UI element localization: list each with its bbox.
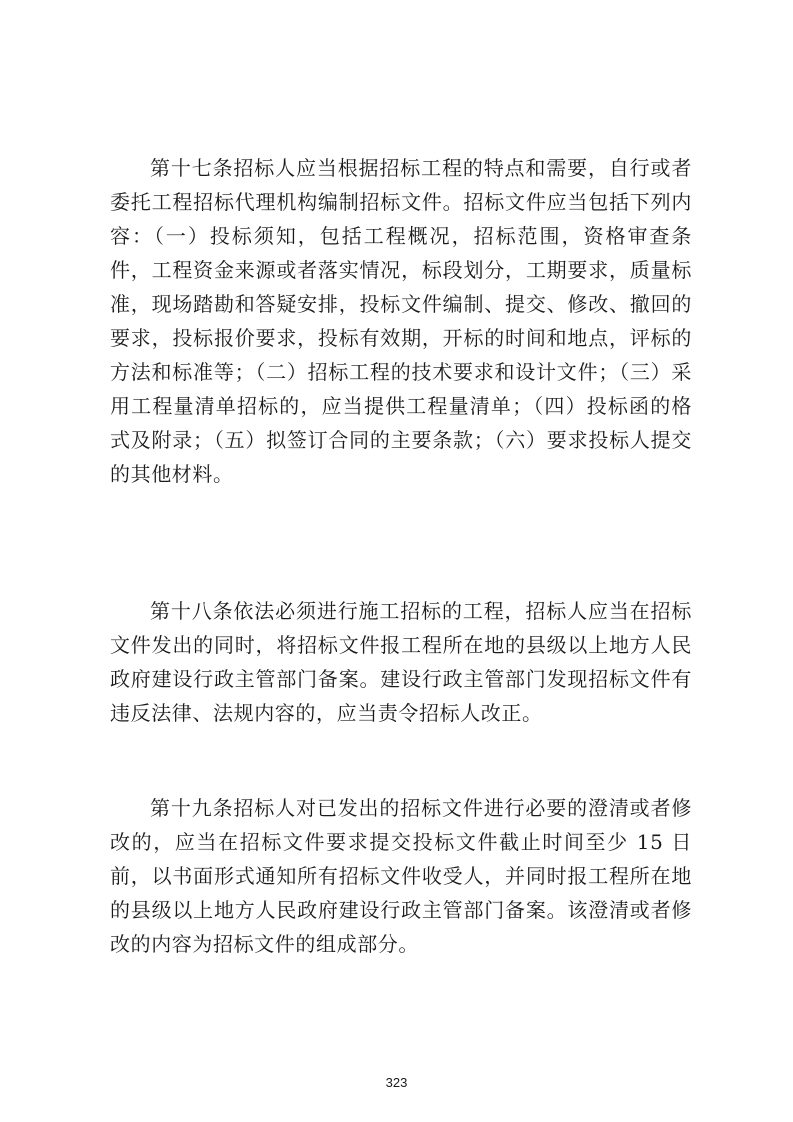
article-17-paragraph: 第十七条招标人应当根据招标工程的特点和需要，自行或者委托工程招标代理机构编制招标文件。招标文件应当包括下列内容：（一）投标须知，包括工程概况，招标范围，资格审查条件，工程资金来源或者落实情况，标段划分，工期要求，质量标准，现场踏勘和答疑安排，投标文件编制、提交、修改、撤回的要求，投标报价要求，投标有效期，开标的时间和地点，评标的方法和标准等；（二）招标工程的技术要求和设计文件；（三）采用工程量清单招标的，应当提供工程量清单；（四）投标函的格式及附录；（五）拟签订合同的主要条款；（六）要求投标人提交的其他材料。 bbox=[110, 156, 692, 486]
page-number: 323 bbox=[385, 1075, 408, 1090]
article-18-paragraph: 第十八条依法必须进行施工招标的工程，招标人应当在招标文件发出的同时，将招标文件报工程所在地的县级以上地方人民政府建设行政主管部门备案。建设行政主管部门发现招标文件有违反法律、法规内容的，应当责令招标人改正。 bbox=[110, 599, 692, 725]
article-19-paragraph: 第十九条招标人对已发出的招标文件进行必要的澄清或者修改的，应当在招标文件要求提交投标文件截止时间至少 15 日前，以书面形式通知所有招标文件收受人，并同时报工程所在地的县级以上地方人民政府建设行政主管部门备案。该澄清或者修改的内容为招标文件的组成部分。 bbox=[110, 796, 692, 956]
